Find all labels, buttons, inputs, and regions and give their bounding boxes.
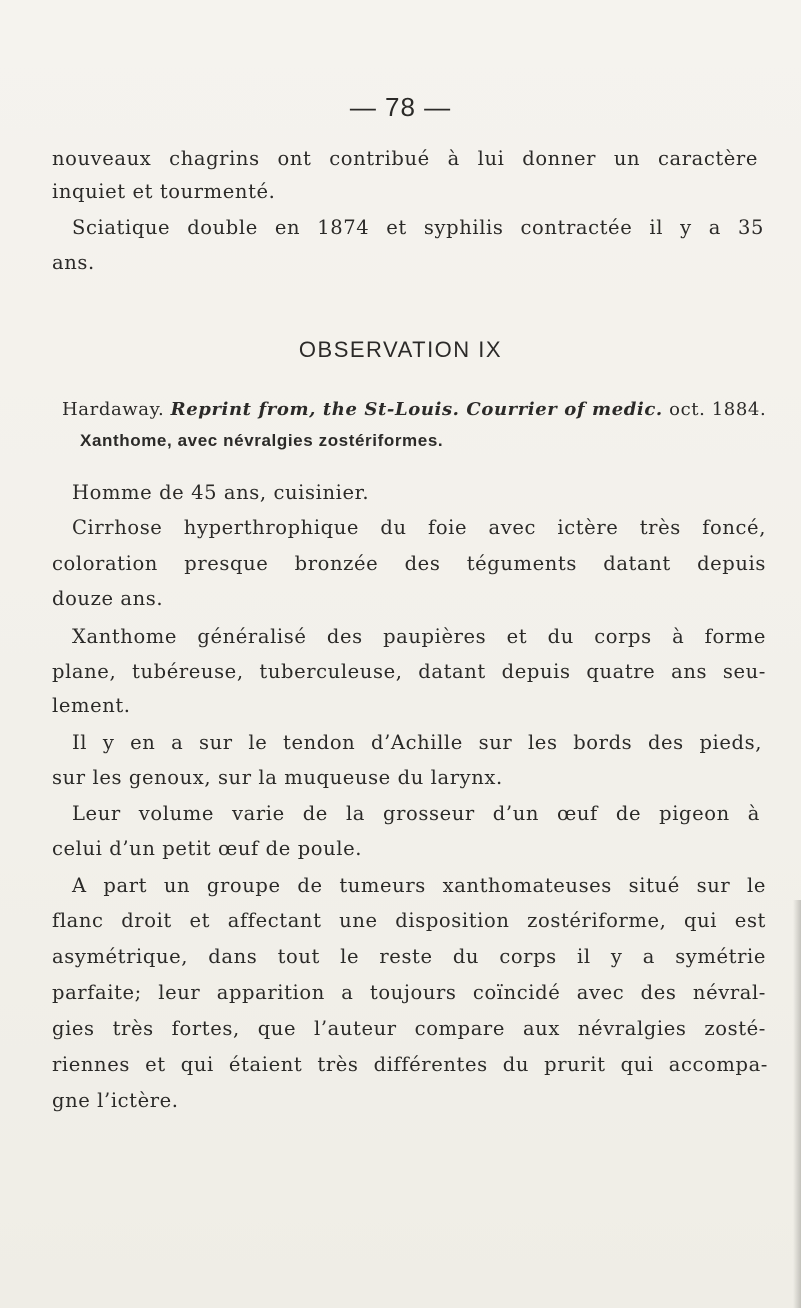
text-line: inquiet et tourmenté. bbox=[52, 180, 276, 203]
text-line: Sciatique double en 1874 et syphilis contractée il y a 35 bbox=[72, 216, 764, 239]
text-line: A part un groupe de tumeurs xanthomateuses situé sur le bbox=[72, 874, 766, 897]
text-line: sur les genoux, sur la muqueuse du larynx. bbox=[52, 766, 503, 789]
text-line: lement. bbox=[52, 694, 131, 717]
reference-author: Hardaway. bbox=[62, 399, 165, 420]
page-edge-shadow bbox=[793, 900, 801, 1308]
text-line: gne l’ictère. bbox=[52, 1089, 179, 1112]
text-line: coloration presque bronzée des téguments datant depuis bbox=[52, 552, 766, 575]
page-number: — 78 — bbox=[349, 92, 452, 122]
text-line: Il y en a sur le tendon d’Achille sur les bords des pieds, bbox=[72, 731, 762, 754]
text-line: parfaite; leur apparition a toujours coïncidé avec des névral- bbox=[52, 981, 766, 1004]
reference-line bbox=[62, 399, 770, 420]
text-line: flanc droit et affectant une disposition zostériforme, qui est bbox=[52, 909, 766, 932]
reference-title: Reprint from, the St-Louis. Courrier of medic. bbox=[170, 399, 663, 420]
text-line: riennes et qui étaient très différentes du prurit qui accompa- bbox=[52, 1053, 768, 1076]
text-line: asymétrique, dans tout le reste du corps il y a symétrie bbox=[52, 945, 766, 968]
observation-heading: OBSERVATION IX bbox=[298, 337, 503, 362]
text-line: Xanthome généralisé des paupières et du corps à forme bbox=[72, 625, 766, 648]
text-line: Homme de 45 ans, cuisinier. bbox=[72, 481, 370, 504]
text-line: Leur volume varie de la grosseur d’un œuf de pigeon à bbox=[72, 802, 760, 825]
text-line: plane, tubéreuse, tuberculeuse, datant depuis quatre ans seu- bbox=[52, 660, 766, 683]
reference-date: oct. 1884. bbox=[669, 399, 767, 420]
text-line: douze ans. bbox=[52, 587, 164, 610]
reference-subtitle: Xanthome, avec névralgies zostériformes. bbox=[80, 431, 444, 450]
text-line: ans. bbox=[52, 251, 95, 274]
text-line: gies très fortes, que l’auteur compare aux névralgies zosté- bbox=[52, 1017, 766, 1040]
text-line: nouveaux chagrins ont contribué à lui donner un caractère bbox=[52, 147, 758, 170]
text-line: Cirrhose hyperthrophique du foie avec ictère très foncé, bbox=[72, 516, 766, 539]
text-line: celui d’un petit œuf de poule. bbox=[52, 837, 363, 860]
